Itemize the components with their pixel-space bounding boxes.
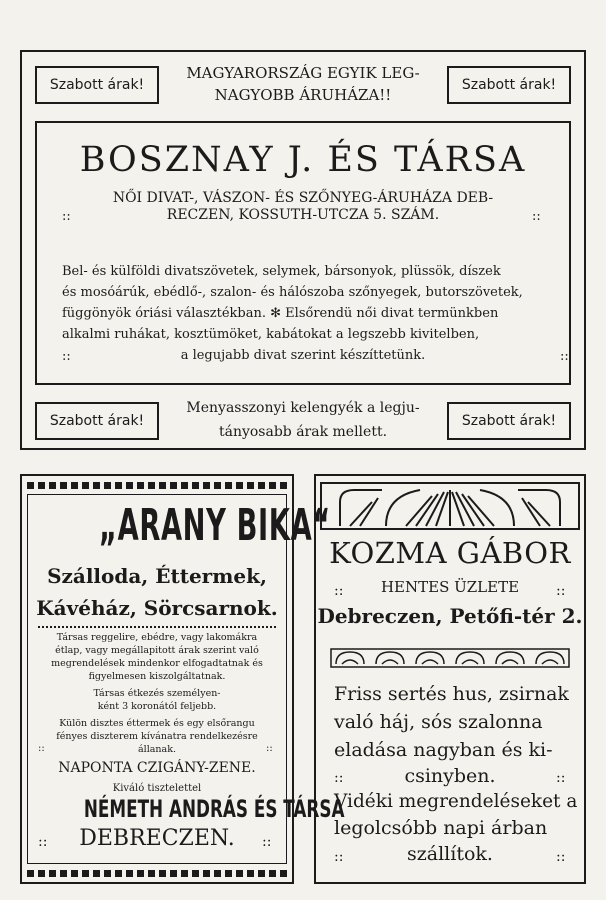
hotel-text-line: állanak. <box>138 744 176 755</box>
butcher-shop: HENTES ÜZLETE <box>380 578 520 596</box>
hotel-text-line: étlap, vagy megállapitott árak szerint való <box>55 645 259 656</box>
body-line-1: Bel- és külföldi divatszövetek, selymek, bársonyok, plüssök, díszek <box>62 264 501 279</box>
ornamental-bar-top <box>27 482 287 489</box>
regards: Kiváló tisztelettel <box>112 783 202 794</box>
separator-right: :: <box>266 743 273 754</box>
separator-left: :: <box>62 209 71 224</box>
hotel-text-line: Társas reggelire, ebédre, vagy lakomákra <box>56 632 258 643</box>
separator-left: :: <box>334 770 344 786</box>
owner-name: NÉMETH ANDRÁS ÉS TÁRSA <box>83 795 345 823</box>
hotel-text-line: figyelmesen kiszolgáltatnak. <box>88 671 226 682</box>
separator-left: :: <box>38 834 48 850</box>
hotel-text-line: fényes diszterem kívánatra rendelkezésre <box>56 731 258 742</box>
separator-right: :: <box>556 770 566 786</box>
hotel-subtitle-1: Szálloda, Éttermek, <box>47 564 267 588</box>
hotel-text-line: Külön disztes éttermek és egy elsőrangu <box>59 718 255 729</box>
art-nouveau-ornament-top <box>320 482 580 530</box>
body-line-5: a legujabb divat szerint készíttetünk. <box>180 348 426 363</box>
city: DEBRECZEN. <box>79 826 235 851</box>
company-name: BOSZNAY J. ÉS TÁRSA <box>79 140 527 180</box>
butcher-text-line-4: csinyben. <box>404 765 496 787</box>
dotted-divider <box>38 626 276 628</box>
butcher-text-line-6: legolcsóbb napi árban <box>334 817 548 839</box>
slogan-line-2: NAGYOBB ÁRUHÁZA!! <box>214 86 392 104</box>
body-line-2: és mosóárúk, ebédlő-, szalon- és hálószoba szőnyegek, butorszövetek, <box>62 285 523 300</box>
gypsy-music: NAPONTA CZIGÁNY-ZENE. <box>58 760 256 776</box>
hotel-title: „ARANY BIKA“ <box>99 500 331 551</box>
subtitle-line-2: RECZEN, KOSSUTH-UTCZA 5. SZÁM. <box>166 207 440 223</box>
butcher-address: Debreczen, Petőfi-tér 2. <box>317 604 583 628</box>
hotel-text-line: ként 3 koronától feljebb. <box>97 701 217 712</box>
hotel-text-line: megrendelések mindenkor elfogadtatnak és <box>51 658 263 669</box>
fixed-price-badge-top-right: Szabott árak! <box>447 66 571 104</box>
ornamental-wave-band <box>330 648 570 668</box>
subtitle-line-1: NŐI DIVAT-, VÁSZON- ÉS SZŐNYEG-ÁRUHÁZA DEB- <box>112 190 494 206</box>
butcher-text-line-2: való háj, sós szalonna <box>334 711 543 733</box>
trousseau-line-2: tányosabb árak mellett. <box>218 424 388 440</box>
ornamental-bar-bottom <box>27 870 287 877</box>
trousseau-line-1: Menyasszonyi kelengyék a legju- <box>186 400 420 416</box>
fixed-price-badge-bottom-left: Szabott árak! <box>35 402 159 440</box>
separator-right: :: <box>262 834 272 850</box>
separator-right: :: <box>556 849 566 865</box>
separator-right: :: <box>556 583 566 599</box>
separator-right: :: <box>560 349 569 364</box>
butcher-text-line-7: szállítok. <box>407 843 493 865</box>
separator-right: :: <box>532 209 541 224</box>
butcher-text-line-3: eladása nagyban és ki- <box>334 739 553 761</box>
butcher-text-line-1: Friss sertés hus, zsirnak <box>334 683 569 705</box>
separator-left: :: <box>38 743 45 754</box>
hotel-subtitle-2: Kávéház, Sörcsarnok. <box>36 596 278 620</box>
separator-left: :: <box>334 583 344 599</box>
slogan-line-1: MAGYARORSZÁG EGYIK LEG- <box>186 64 420 82</box>
fixed-price-badge-bottom-right: Szabott árak! <box>447 402 571 440</box>
hotel-text-line: Társas étkezés személyen- <box>93 688 221 699</box>
butcher-text-line-5: Vidéki megrendeléseket a <box>334 791 578 812</box>
separator-left: :: <box>334 849 344 865</box>
body-line-4: alkalmi ruhákat, kosztümöket, kabátokat a legszebb kivitelben, <box>62 327 480 342</box>
body-line-3: függönyök óriási választékban. ✻ Elsőrendü női divat termünkben <box>62 306 499 321</box>
separator-left: :: <box>62 349 71 364</box>
fixed-price-badge-top-left: Szabott árak! <box>35 66 159 104</box>
butcher-name: KOZMA GÁBOR <box>329 536 571 570</box>
